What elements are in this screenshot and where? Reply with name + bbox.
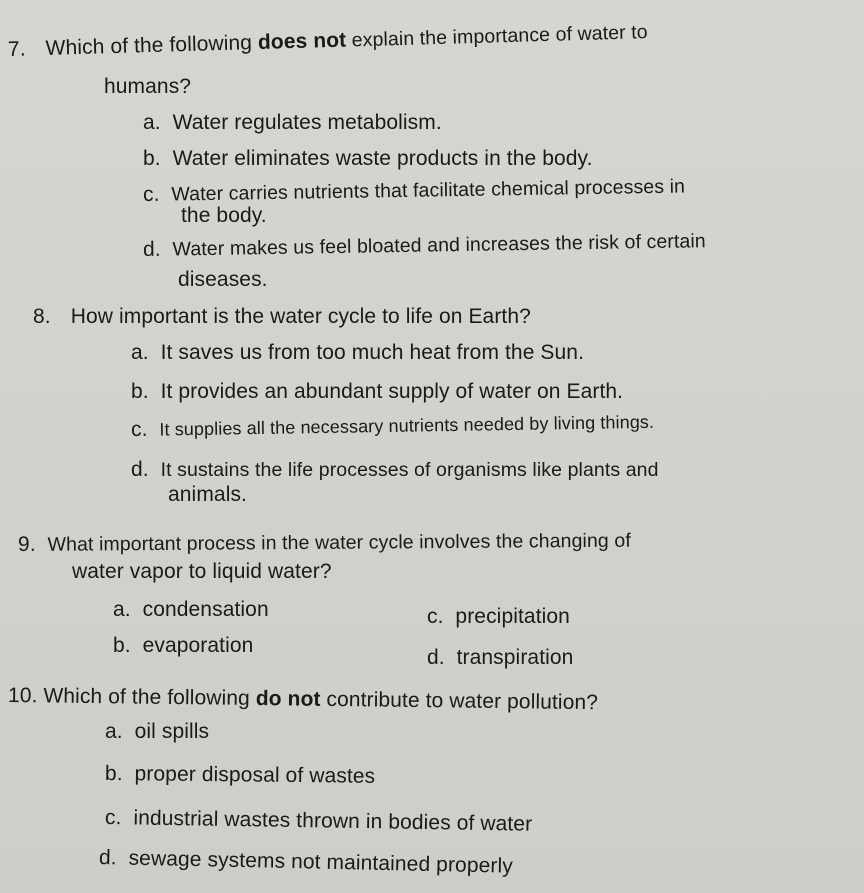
q8-stem: 8. How important is the water cycle to life on Earth? xyxy=(33,305,531,328)
q10-option-a: a. oil spills xyxy=(105,720,210,743)
q9-stem-cont: water vapor to liquid water? xyxy=(72,560,332,583)
q7-stem: 7. Which of the following does not explain the importance of water to xyxy=(7,21,649,61)
q8-number: 8. xyxy=(33,305,51,328)
q10-option-d: d. sewage systems not maintained properly xyxy=(98,846,514,878)
q8-option-d: d. It sustains the life processes of organisms like plants and xyxy=(131,458,659,481)
q9-option-d: d. transpiration xyxy=(427,646,574,669)
q9-option-a: a. condensation xyxy=(113,598,269,621)
q8-option-a: a. It saves us from too much heat from the Sun. xyxy=(131,341,585,364)
q9-option-c: c. precipitation xyxy=(427,605,570,628)
q7-number: 7. xyxy=(7,37,27,61)
q7-option-c: c. Water carries nutrients that facilitate chemical processes in xyxy=(142,175,686,206)
q8-option-c: c. It supplies all the necessary nutrients needed by living things. xyxy=(130,411,655,441)
q7-stem-cont: humans? xyxy=(104,75,192,98)
q10-option-b: b. proper disposal of wastes xyxy=(104,762,376,788)
q7-option-c-cont: the body. xyxy=(181,204,267,227)
q9-number: 9. xyxy=(17,532,36,556)
q8-option-d-cont: animals. xyxy=(168,483,247,506)
q8-option-b: b. It provides an abundant supply of water on Earth. xyxy=(131,380,624,403)
q9-stem: 9. What important process in the water cycle involves the changing of xyxy=(17,529,631,556)
q10-number: 10. xyxy=(7,684,38,708)
q10-stem: 10. Which of the following do not contribute to water pollution? xyxy=(7,684,599,715)
q10-emphasis: do not xyxy=(255,687,321,711)
q7-option-b: b. Water eliminates waste products in the body. xyxy=(143,147,593,170)
q7-option-d: d. Water makes us feel bloated and increases the risk of certain xyxy=(142,230,706,261)
q7-option-a: a. Water regulates metabolism. xyxy=(143,111,442,134)
q9-option-b: b. evaporation xyxy=(113,634,254,657)
q7-emphasis: does not xyxy=(257,28,347,55)
q7-option-d-cont: diseases. xyxy=(178,268,268,291)
q10-option-c: c. industrial wastes thrown in bodies of water xyxy=(104,806,533,836)
